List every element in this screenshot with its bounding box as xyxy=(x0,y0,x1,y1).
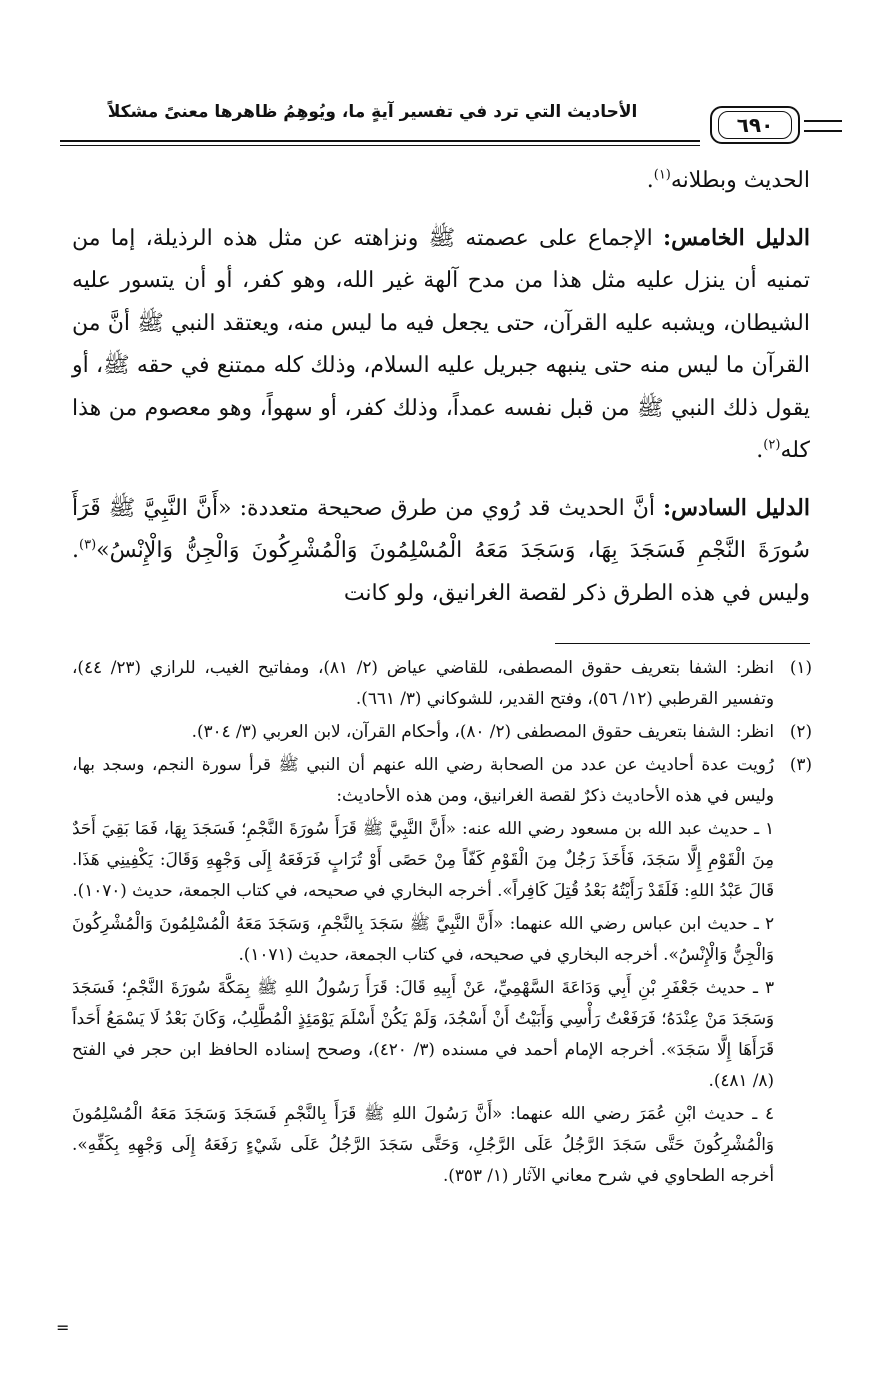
footnote-ref-2: (٢) xyxy=(763,437,781,453)
page-number-frame xyxy=(710,106,800,144)
paragraph-fifth-proof xyxy=(72,217,810,473)
footnotes xyxy=(72,652,812,1195)
page-header xyxy=(60,90,820,150)
hadith-item: ٤ ـ حديث ابْنِ عُمَرَ رضي الله عنهما: «أَنَّ رَسُولَ اللهِ ﷺ قَرَأَ بِالنَّجْمِ فَسَجَدَ وَسَجَدَ مَعَهُ الْمُسْلِمُونَ وَالْمُشْرِكُونَ حَتَّى سَجَدَ الرَّجُلُ عَلَى الرَّجُلِ، وَحَتَّى سَجَدَ الرَّجُلُ عَلَى شَيْءٍ رَفَعَهُ إِلَى وَجْهِهِ بِكَفِّهِ». أخرجه الطحاوي في شرح معاني الآثار (١/ ٣٥٣). xyxy=(72,1103,774,1185)
footnote xyxy=(72,749,812,1193)
paragraph-heading: الدليل الخامس: xyxy=(663,224,810,251)
paragraph-sixth-proof xyxy=(72,487,810,616)
footnote-ref-1: (١) xyxy=(653,167,671,183)
footnote-ref-3: (٣) xyxy=(79,537,97,553)
footnote xyxy=(72,716,812,747)
page-number: ٦٩٠ xyxy=(718,111,792,139)
footnote-text: انظر: الشفا بتعريف حقوق المصطفى، للقاضي عياض (٢/ ٨١)، ومفاتيح الغيب، للرازي (٢٣/ ٤٤)، وتفسير القرطبي (١٢/ ٥٦)، وفتح القدير، للشوكاني (٣/ ٦٦١). xyxy=(72,657,774,708)
paragraph-text: أنَّ الحديث قد رُوي من طرق صحيحة متعددة: «أَنَّ النَّبِيَّ ﷺ قَرَأَ سُورَةَ النَّجْمِ فَسَجَدَ بِهَا، وَسَجَدَ مَعَهُ الْمُسْلِمُونَ وَالْمُشْرِكُونَ وَالْجِنُّ وَالْإِنْسُ» xyxy=(72,495,810,563)
footnote-body xyxy=(72,749,774,1193)
footnote-separator xyxy=(555,643,810,644)
paragraph-end: . xyxy=(756,438,764,463)
paragraph-0-text: الحديث وبطلانه xyxy=(670,168,810,193)
paragraph-0 xyxy=(72,160,810,203)
running-title: الأحاديث التي ترد في تفسير آيةٍ ما، ويُوهِمُ ظاهرها معنىً مشكلاً xyxy=(107,102,638,122)
paragraph-heading: الدليل السادس: xyxy=(663,494,810,521)
footnote-number: (٣) xyxy=(789,754,812,774)
continuation-mark: = xyxy=(56,1318,70,1337)
footnote-intro: رُويت عدة أحاديث عن عدد من الصحابة رضي الله عنهم أن النبي ﷺ قرأ سورة النجم، وسجد بها، وليس في هذه الأحاديث ذكرٌ لقصة الغرانيق، ومن هذه الأحاديث: xyxy=(72,754,774,805)
header-rule-thin xyxy=(60,145,700,146)
paragraph-0-end: . xyxy=(646,168,654,193)
footnote xyxy=(72,652,812,714)
main-text xyxy=(72,160,810,629)
footnote-text: انظر: الشفا بتعريف حقوق المصطفى (٢/ ٨٠)، وأحكام القرآن، لابن العربي (٣/ ٣٠٤). xyxy=(191,721,774,741)
header-ornament xyxy=(804,120,842,132)
header-rule xyxy=(60,140,700,142)
paragraph-text: الإجماع على عصمته ﷺ ونزاهته عن مثل هذه الرذيلة، إما من تمنيه أن ينزل عليه مثل هذا من مدح آلهة غير الله، وهو كفر، أو أن يتسور عليه الشيطان، ويشبه عليه القرآن، حتى يجعل فيه ما ليس منه، ويعتقد النبي ﷺ أنَّ من القرآن ما ليس منه حتى ينبهه جبريل عليه السلام، وذلك كله ممتنع في حقه ﷺ، أو يقول ذلك النبي ﷺ من قبل نفسه عمداً، وذلك كفر، أو سهواً، وهو معصوم من هذا كله xyxy=(72,225,810,463)
hadith-item: ٢ ـ حديث ابن عباس رضي الله عنهما: «أَنَّ النَّبِيَّ ﷺ سَجَدَ بِالنَّجْمِ، وَسَجَدَ مَعَهُ الْمُسْلِمُونَ وَالْمُشْرِكُونَ وَالْجِنُّ وَالْإِنْسُ». أخرجه البخاري في صحيحه، في كتاب الجمعة، حديث (١٠٧١). xyxy=(72,913,774,964)
hadith-item: ٣ ـ حديث جَعْفَرِ بْنِ أَبِي وَدَاعَةَ السَّهْمِيِّ، عَنْ أَبِيهِ قَالَ: قَرَأَ رَسُولُ اللهِ ﷺ بِمَكَّةَ سُورَةَ النَّجْمِ؛ فَسَجَدَ وَسَجَدَ مَنْ عِنْدَهُ؛ فَرَفَعْتُ رَأْسِي وَأَبَيْتُ أَنْ أَسْجُدَ، وَلَمْ يَكُنْ أَسْلَمَ يَوْمَئِذٍ الْمُطَّلِبُ، وَكَانَ بَعْدُ لَا يَسْمَعُ أَحَداً قَرَأَهَا إِلَّا سَجَدَ». أخرجه الإمام أحمد في مسنده (٣/ ٤٢٠)، وصحح إسناده الحافظ ابن حجر في الفتح (٨/ ٤٨١). xyxy=(72,977,774,1090)
footnote-number: (١) xyxy=(789,657,812,677)
paragraph-tail: . وليس في هذه الطرق ذكر لقصة الغرانيق، ولو كانت xyxy=(72,538,810,606)
hadith-item: ١ ـ حديث عبد الله بن مسعود رضي الله عنه: «أَنَّ النَّبِيَّ ﷺ قَرَأَ سُورَةَ النَّجْمِ؛ فَسَجَدَ بِهَا، فَمَا بَقِيَ أَحَدٌ مِنَ الْقَوْمِ إِلَّا سَجَدَ، فَأَخَذَ رَجُلٌ مِنَ الْقَوْمِ كَفّاً مِنْ حَصًى أَوْ تُرَابٍ فَرَفَعَهُ إِلَى وَجْهِهِ وَقَالَ: يَكْفِينِي هَذَا. قَالَ عَبْدُ اللهِ: فَلَقَدْ رَأَيْتُهُ بَعْدُ قُتِلَ كَافِراً». أخرجه البخاري في صحيحه، في كتاب الجمعة، حديث (١٠٧٠). xyxy=(72,818,774,900)
footnote-number: (٢) xyxy=(789,721,812,741)
